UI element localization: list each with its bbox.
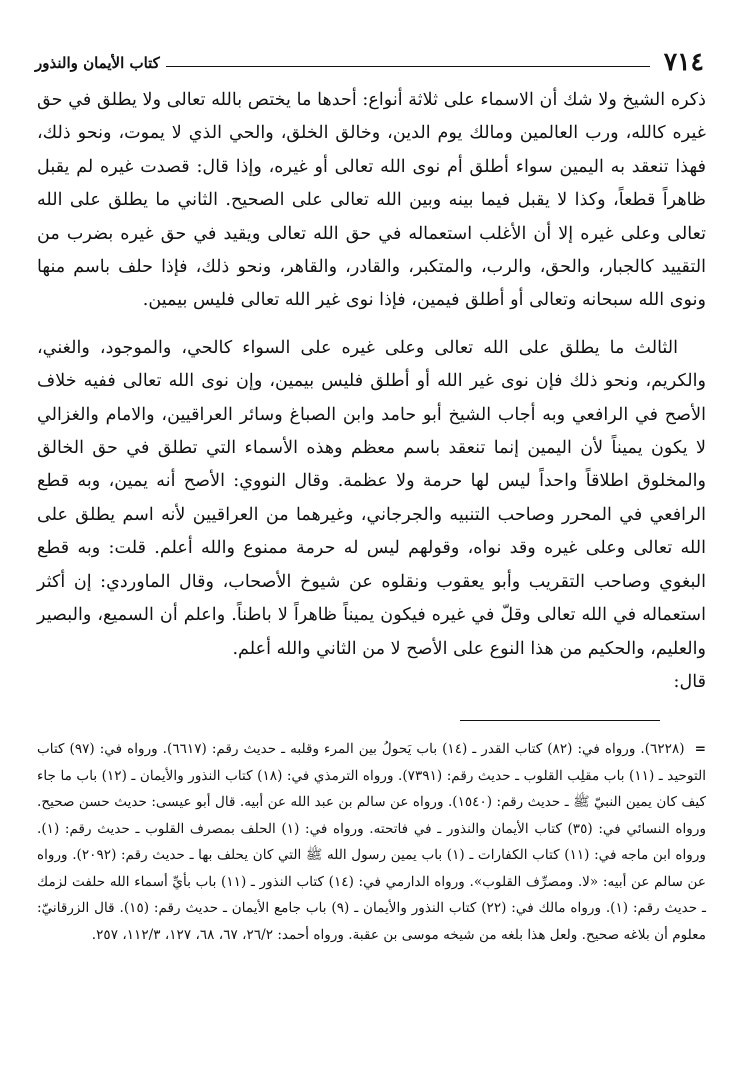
footnote-separator (460, 720, 660, 721)
footnote-continuation-marker: = (694, 741, 706, 757)
closing-line: قال: (673, 671, 706, 692)
header-rule (166, 66, 650, 67)
running-title: كتاب الأيمان والنذور (35, 54, 160, 72)
page-header (35, 34, 704, 74)
paragraph-2: الثالث ما يطلق على الله تعالى وعلى غيره على السواء كالحي، والموجود، والغني، والكريم، ونحو ذلك فإن نوى غير الله أو أطلق فليس بيمين، وإن نوى الله تعالى ففيه خلاف الأصح في الرافعي وبه أجاب الشيخ أبو حامد وابن الصباغ وسائر العراقيين، والامام والغزالي لا يكون يميناً لأن اليمين إنما تنعقد باسم معظم وهذه الأسماء التي تطلق في حق الخالق والمخلوق اطلاقاً واحداً ليس لها حرمة ولا عظمة. وقال النووي: الأصح أنه يمين، وبه قطع الرافعي في المحرر وصاحب التنبيه والجرجاني، وغيرهما من العراقيين لأنه اسم يطلق على الله تعالى وعلى غيره وقد نواه، وقولهم ليس له حرمة ممنوع والله أعلم. قلت: وبه قطع البغوي وصاحب التقريب وأبو يعقوب ونقلوه عن شيوخ الأصحاب، وقال الماوردي: إن أكثر استعماله في الله تعالى وقلّ في غيره فيكون يميناً ظاهراً لا باطناً. واعلم أن السميع، والبصير والعليم، والحكيم من هذا النوع على الأصح لا من الثاني والله أعلم. (37, 337, 706, 659)
page-number: ٧١٤ (663, 47, 704, 76)
paragraph-1: ذكره الشيخ ولا شك أن الاسماء على ثلاثة أنواع: أحدها ما يختص بالله تعالى ولا يطلق في حق غيره كالله، ورب العالمين ومالك يوم الدين، وخالق الخلق، والحي الذي لا يموت، ونحو ذلك، فهذا تنعقد به اليمين سواء أطلق أم نوى الله تعالى أو غيره، وإذا قال: قصدت غيره لم يقبل ظاهراً قطعاً، وكذا لا يقبل فيما بينه وبين الله تعالى على الصحيح. الثاني ما يطلق على الله تعالى وعلى غيره إلا أن الأغلب استعماله في حق الله تعالى ويقيد في حق غيره بضرب من التقييد كالجبار، والحق، والرب، والمتكبر، والقادر، والقاهر، ونحو ذلك، فإذا حلف باسم منها ونوى الله سبحانه وتعالى أو أطلق فيمين، فإذا نوى غير الله تعالى فليس بيمين. (37, 90, 706, 311)
main-text (37, 84, 706, 699)
footnote (37, 736, 706, 948)
footnote-paragraph (37, 736, 706, 948)
footnote-text: (٦٢٢٨). ورواه في: (٨٢) كتاب القدر ـ (١٤) باب يَحولُ بين المرء وقلبه ـ حديث رقم: (٦٦١٧). ورواه في: (٩٧) كتاب التوحيد ـ (١١) باب مقلِب القلوب ـ حديث رقم: (٧٣٩١). ورواه الترمذي في: (١٨) كتاب النذور والأيمان ـ (١٢) باب ما جاء كيف كان يمين النبيّ ﷺ ـ حديث رقم: (١٥٤٠). ورواه عن سالم بن عبد الله عن أبيه. قال أبو عيسى: حديث حسن صحيح. ورواه النسائي في: (٣٥) كتاب الأيمان والنذور ـ في فاتحته. ورواه في: (١) الحلف بمصرف القلوب ـ حديث رقم: (١). ورواه ابن ماجه في: (١١) كتاب الكفارات ـ (١) باب يمين رسول الله ﷺ التي كان يحلف بها ـ حديث رقم: (٢٠٩٢). ورواه عن سالم عن أبيه: «لا. ومصرِّف القلوب». ورواه الدارمي في: (١٤) كتاب النذور ـ (١١) باب بأيِّ أسماء الله حلفت لزمك ـ حديث رقم: (١). ورواه مالك في: (٢٢) كتاب النذور والأيمان ـ (٩) باب جامع الأيمان ـ حديث رقم: (١٥). قال الزرقانيّ: معلوم أن بلاغه صحيح. ولعل هذا بلغه من شيخه موسى بن عقبة. ورواه أحمد: ٢٦/٢، ٦٧، ٦٨، ١٢٧، ١١٢/٣، ٢٥٧. (37, 741, 707, 943)
